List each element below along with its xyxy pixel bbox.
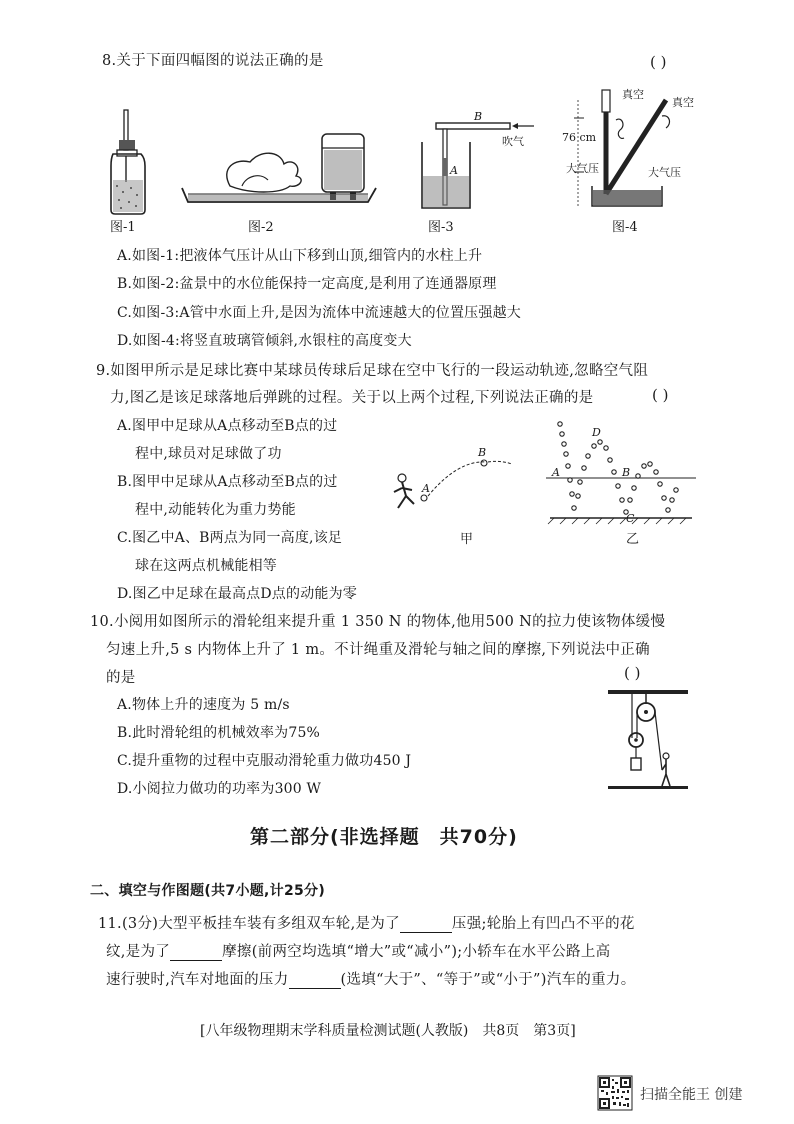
q11-line2 [106,940,610,961]
q9-stem-line2: 力,图乙是该足球落地后弹跳的过程。关于以上两个过程,下列说法正确的是 [110,390,594,406]
q10-option-a: A.物体上升的速度为 5 m/s [117,697,290,713]
q11-line1-part-b: 压强;轮胎上有凹凸不平的花 [451,916,635,932]
q11-line1 [98,912,635,933]
q8-fig4-label: 图-4 [612,220,638,235]
q9-figure-jia [388,446,528,522]
q9-stem-line1: 9.如图甲所示是足球比赛中某球员传球后足球在空中飞行的一段运动轨迹,忽略空气阻 [96,363,649,379]
q8-fig3-b-label: B [474,110,483,123]
q10-stem-line2: 匀速上升,5 s 内物体上升了 1 m。不计绳重及滑轮与轴之间的摩擦,下列说法中正确 [106,642,650,658]
q8-fig3-label: 图-3 [428,220,454,235]
q10-stem-line1: 10.小阅用如图所示的滑轮组来提升重 1 350 N 的物体,他用500 N的拉力使该物体缓慢 [90,614,666,630]
scanner-watermark: 扫描全能王 创建 [640,1087,743,1103]
q11-blank-3[interactable] [289,974,341,989]
q8-fig3-blow-label: 吹气 [502,135,524,148]
q10-option-b: B.此时滑轮组的机械效率为75% [117,725,321,741]
q9-answer-paren: ( ) [652,386,669,404]
q8-option-b: B.如图-2:盆景中的水位能保持一定高度,是利用了连通器原理 [117,276,497,292]
q9-option-a-line2: 程中,球员对足球做了功 [135,446,282,462]
q9-jia-a-label: A [422,482,430,495]
q8-fig4-atm2-label: 大气压 [648,166,681,179]
q11-line3-part-a: 速行驶时,汽车对地面的压力 [106,972,289,988]
q8-fig2-label: 图-2 [248,220,274,235]
qr-code-icon [598,1076,632,1110]
q8-figure-4 [562,86,702,214]
q9-option-b-line1: B.图甲中足球从A点移动至B点的过 [117,474,338,490]
q8-figure-2 [180,128,380,210]
q9-figure-yi [546,420,696,528]
q9-yi-a-label: A [552,466,560,479]
q8-fig3-a-label: A [450,164,458,177]
q8-option-a: A.如图-1:把液体气压计从山下移到山顶,细管内的水柱上升 [117,248,483,264]
q9-option-c-line1: C.图乙中A、B两点为同一高度,该足 [117,530,343,546]
q11-line3-part-b: (选填“大于”、“等于”或“小于”)汽车的重力。 [340,972,636,988]
q9-option-b-line2: 程中,动能转化为重力势能 [135,502,296,518]
q8-fig1-label: 图-1 [110,220,136,235]
q8-figure-3 [412,110,562,214]
q9-yi-caption: 乙 [626,532,640,547]
q9-option-a-line1: A.图甲中足球从A点移动至B点的过 [117,418,338,434]
q10-stem-line3: 的是 [106,670,136,686]
q11-blank-2[interactable] [170,946,222,961]
q8-stem: 8.关于下面四幅图的说法正确的是 [102,53,324,69]
q9-jia-caption: 甲 [460,532,474,547]
part2-title: 第二部分(非选择题 共70分) [250,826,518,848]
q8-fig4-height-label: 76 cm [562,131,597,144]
q10-answer-paren: ( ) [624,664,641,682]
q8-option-d: D.如图-4:将竖直玻璃管倾斜,水银柱的高度变大 [117,333,412,349]
q9-yi-c-label: C [626,512,635,525]
page-footer: [八年级物理期末学科质量检测试题(人教版) 共8页 第3页] [200,1023,576,1039]
section-fill-in-heading: 二、填空与作图题(共7小题,计25分) [90,883,326,899]
q11-line3 [106,968,636,989]
q8-answer-paren: ( ) [650,53,667,71]
q8-fig4-atm1-label: 大气压 [566,162,599,175]
q11-line2-part-a: 纹,是为了 [106,944,171,960]
q10-option-d: D.小阅拉力做功的功率为300 W [117,781,322,797]
q11-line2-part-b: 摩擦(前两空均选填“增大”或“减小”);小轿车在水平公路上高 [222,944,611,960]
q11-line1-part-a: 11.(3分)大型平板挂车装有多组双车轮,是为了 [98,916,400,932]
q8-fig4-vacuum1-label: 真空 [622,88,644,101]
q10-option-c: C.提升重物的过程中克服动滑轮重力做功450 J [117,753,412,769]
q8-figure-1 [105,110,153,220]
q9-option-d: D.图乙中足球在最高点D点的动能为零 [117,586,357,602]
q11-blank-1[interactable] [400,918,452,933]
q9-yi-d-label: D [592,426,601,439]
q9-jia-b-label: B [478,446,487,459]
q10-pulley-figure [604,690,692,790]
q9-option-c-line2: 球在这两点机械能相等 [135,558,277,574]
q9-yi-b-label: B [622,466,631,479]
q8-fig4-vacuum2-label: 真空 [672,96,694,109]
q8-option-c: C.如图-3:A管中水面上升,是因为流体中流速越大的位置压强越大 [117,305,521,321]
